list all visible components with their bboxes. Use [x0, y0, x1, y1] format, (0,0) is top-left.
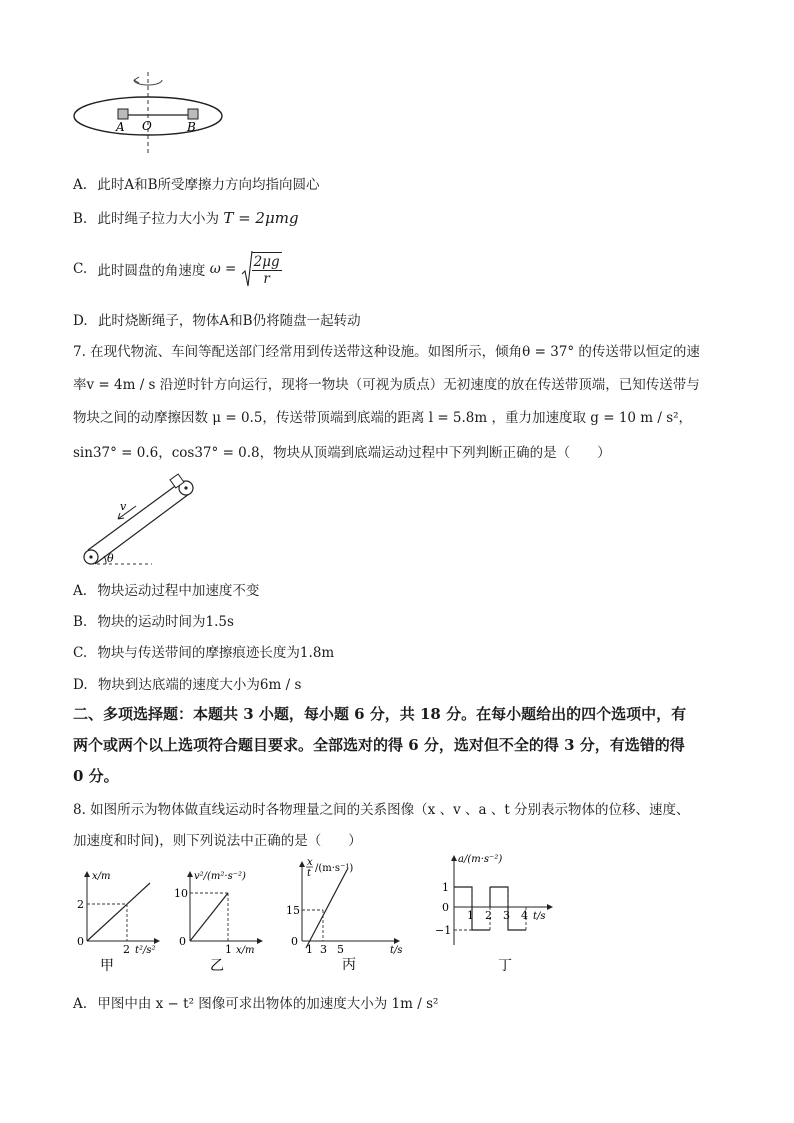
q7-option-c [73, 641, 334, 661]
x-axis-label: x/m [236, 945, 255, 956]
q7-option-b [73, 610, 234, 630]
q7-stem-line-1: 7. 在现代物流、车间等配送部门经常用到传送带这种设施。如图所示，倾角θ = 37° 的传送带以恒定的速 [73, 344, 700, 360]
option-text: 此时绳子拉力大小为 [97, 211, 220, 227]
option-letter: C. [73, 261, 88, 277]
q6-option-a [73, 173, 320, 193]
option-letter: B. [73, 211, 88, 227]
sqrt-numerator: 2μg [253, 253, 280, 270]
y-axis-label-numerator: x [307, 857, 313, 868]
y-tick-minus-1: −1 [435, 924, 452, 937]
y-tick-0: 0 [179, 935, 186, 948]
y-axis-label: a/(m·s⁻²) [458, 854, 503, 865]
chart-bing [282, 856, 407, 976]
x-tick-2: 2 [485, 909, 492, 922]
option-letter: D. [73, 677, 88, 693]
x-tick-5: 5 [337, 943, 344, 956]
option-text: 此时A和B所受摩擦力方向均指向圆心 [97, 177, 320, 193]
chart-caption: 丁 [498, 958, 512, 974]
x-tick-1: 1 [306, 943, 313, 956]
sqrt-expression [241, 250, 284, 288]
omega-symbol: ω = [209, 261, 237, 277]
label-b: B [187, 120, 196, 134]
y-axis-label-denominator: t [307, 868, 312, 879]
y-axis-label-unit: /(m·s⁻¹) [315, 863, 354, 874]
x-tick-1: 1 [467, 909, 474, 922]
option-letter: A. [73, 177, 88, 193]
option-letter: B. [73, 614, 88, 630]
q8-stem-line-2: 加速度和时间)，则下列说法中正确的是（ ） [73, 833, 362, 849]
y-tick-0: 0 [77, 935, 84, 948]
q7-option-d [73, 673, 301, 693]
x-tick-2: 2 [123, 943, 130, 956]
x-axis-label: t/s [533, 911, 546, 922]
q7-stem-line-2: 率v = 4m / s 沿逆时针方向运行，现将一物块（可视为质点）无初速度的放在传送带顶端，已知传送带与 [73, 377, 700, 393]
x-axis-label: t²/s² [135, 945, 156, 956]
option-letter: D. [73, 313, 88, 329]
y-tick-0: 0 [291, 935, 298, 948]
q8-option-a [73, 992, 438, 1012]
formula-tension: T = 2μmg [223, 209, 299, 227]
q7-stem-line-3: 物块之间的动摩擦因数 μ = 0.5，传送带顶端到底端的距离 l = 5.8m ，重力加速度取 g = 10 m / s²， [73, 410, 693, 426]
q6-option-b [73, 207, 299, 227]
q7-stem-line-4: sin37° = 0.6，cos37° = 0.8，物块从顶端到底端运动过程中下列判断正确的是（ ） [73, 445, 611, 461]
option-text: 物块与传送带间的摩擦痕迹长度为1.8m [97, 645, 335, 661]
option-text: 此时烧断绳子，物体A和B仍将随盘一起转动 [97, 313, 361, 329]
y-axis-label: v²/(m²·s⁻²) [194, 871, 246, 882]
sqrt-denominator: r [263, 270, 270, 287]
x-tick-1: 1 [225, 943, 232, 956]
option-letter: A. [73, 583, 88, 599]
label-a: A [116, 120, 125, 134]
option-text: 物块运动过程中加速度不变 [97, 583, 260, 599]
section-heading-line-2: 两个或两个以上选项符合题目要求。全部选对的得 6 分，选对但不全的得 3 分，有选错的得 [73, 736, 685, 754]
chart-caption: 丙 [342, 957, 356, 973]
y-tick-1: 1 [442, 881, 449, 894]
option-letter: A. [73, 996, 88, 1012]
x-tick-3: 3 [320, 943, 327, 956]
x-tick-4: 4 [521, 909, 528, 922]
y-tick-0: 0 [442, 901, 449, 914]
option-text: 物块的运动时间为1.5s [97, 614, 234, 630]
chart-jia [72, 866, 172, 976]
y-tick-15: 15 [286, 904, 300, 917]
q8-stem-line-1: 8. 如图所示为物体做直线运动时各物理量之间的关系图像（x 、v 、a 、t 分别表示物体的位移、速度、 [73, 802, 690, 818]
velocity-label: v [120, 500, 127, 513]
chart-ding [432, 850, 562, 976]
conveyor-belt-figure [78, 472, 208, 572]
x-tick-3: 3 [503, 909, 510, 922]
option-text: 此时圆盘的角速度 [97, 263, 206, 279]
q7-option-a [73, 579, 259, 599]
section-heading-line-3: 0 分。 [73, 767, 119, 785]
q6-option-d [73, 309, 361, 329]
option-letter: C. [73, 645, 88, 661]
section-heading-line-1: 二、多项选择题：本题共 3 小题，每小题 6 分，共 18 分。在每小题给出的四个选项中，有 [73, 705, 687, 723]
chart-yi [170, 866, 280, 976]
theta-label: θ [107, 552, 114, 565]
y-tick-10: 10 [174, 887, 188, 900]
y-axis-label: x/m [92, 871, 111, 882]
x-axis-label: t/s [390, 945, 403, 956]
chart-caption: 甲 [100, 958, 114, 974]
q6-option-c [73, 250, 284, 288]
label-o: O [142, 119, 152, 133]
y-tick-2: 2 [77, 898, 84, 911]
option-text: 甲图中由 x − t² 图像可求出物体的加速度大小为 1m / s² [97, 996, 439, 1012]
chart-caption: 乙 [210, 958, 224, 974]
option-text: 物块到达底端的速度大小为6m / s [97, 677, 302, 693]
rotating-disk-figure [68, 68, 228, 158]
